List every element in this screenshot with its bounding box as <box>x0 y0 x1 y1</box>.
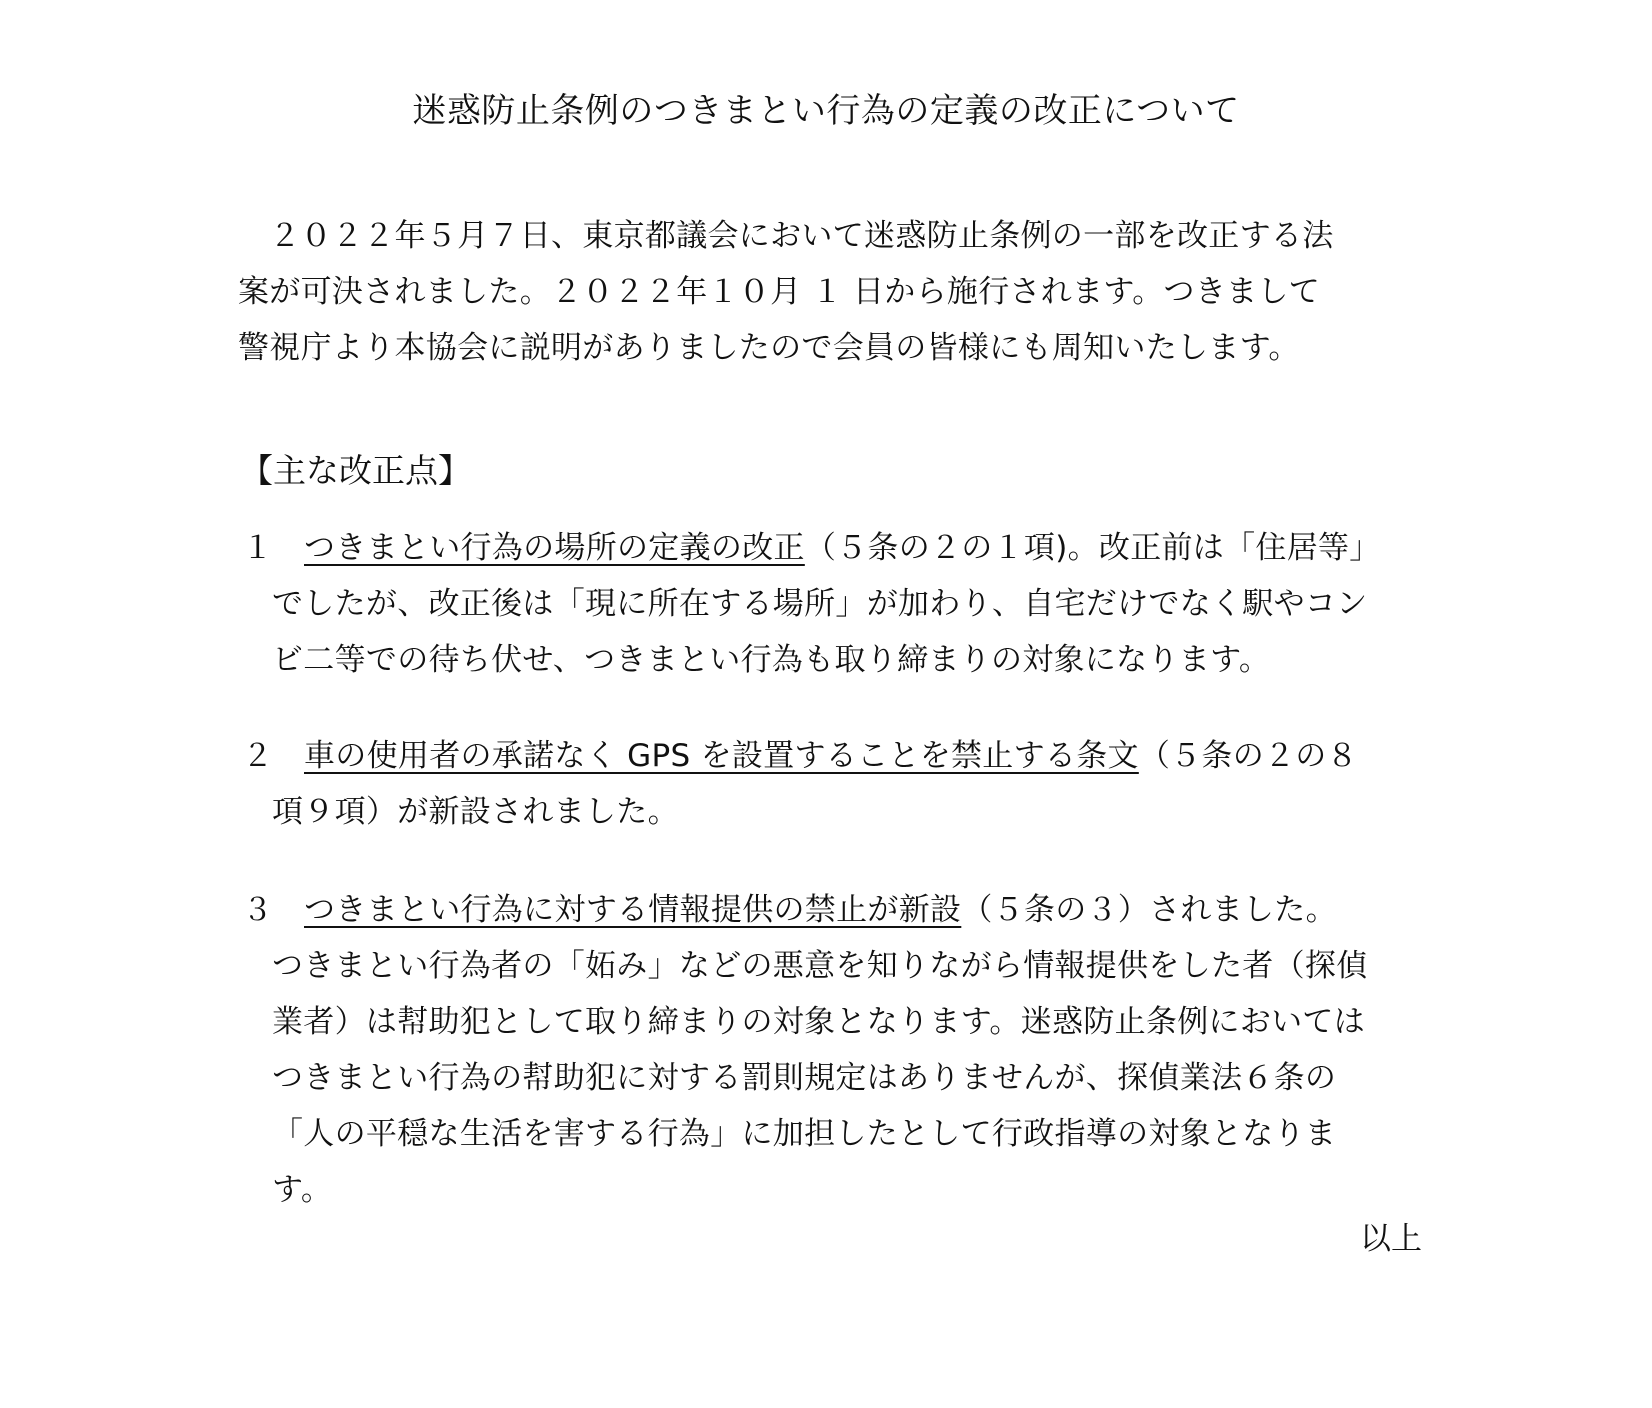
item-line: 項９項）が新設されました。 <box>272 794 679 830</box>
item-underlined-text: 車の使用者の承諾なく GPS を設置することを禁止する条文 <box>304 738 1139 774</box>
item-line: でしたが、改正後は「現に所在する場所」が加わり、自宅だけでなく駅やコン <box>272 586 1368 622</box>
item-line: す。 <box>272 1172 333 1208</box>
item-first-line <box>242 882 1422 938</box>
item-first-line <box>242 728 1422 784</box>
intro-paragraph <box>238 208 1422 376</box>
item-line: ビ二等での待ち伏せ、つきまとい行為も取り締まりの対象になります。 <box>272 642 1271 678</box>
item-number: ２ <box>242 738 274 774</box>
amendment-item-3 <box>242 882 1422 1218</box>
intro-line: ２０２２年５月７日、東京都議会において迷惑防止条例の一部を改正する法 <box>238 218 1334 254</box>
item-underlined-text: つきまとい行為に対する情報提供の禁止が新設 <box>304 892 962 928</box>
section-heading: 【主な改正点】 <box>240 451 471 490</box>
amendment-item-2 <box>242 728 1422 840</box>
item-line: つきまとい行為者の「妬み」などの悪意を知りながら情報提供をした者（探偵 <box>272 948 1368 984</box>
item-rest-text: （５条の２の８ <box>1138 738 1358 774</box>
item-line: つきまとい行為の幇助犯に対する罰則規定はありませんが、探偵業法６条の <box>272 1060 1337 1096</box>
item-number: １ <box>242 530 274 566</box>
item-rest-text: （５条の３）されました。 <box>961 892 1337 928</box>
item-rest-text: （５条の２の１項)。改正前は「住居等」 <box>804 530 1381 566</box>
document-title: 迷惑防止条例のつきまとい行為の定義の改正について <box>412 91 1240 131</box>
intro-line: 警視庁より本協会に説明がありましたので会員の皆様にも周知いたします。 <box>238 330 1300 366</box>
amendment-item-1 <box>242 520 1422 688</box>
item-line: 業者）は幇助犯として取り締まりの対象となります。迷惑防止条例においては <box>272 1004 1366 1040</box>
item-first-line <box>242 520 1422 576</box>
item-line: 「人の平穏な生活を害する行為」に加担したとして行政指導の対象となりま <box>272 1116 1337 1152</box>
intro-line: 案が可決されました。２０２２年１０月 １ 日から施行されます。つきまして <box>238 274 1321 310</box>
item-underlined-text: つきまとい行為の場所の定義の改正 <box>304 530 805 566</box>
closing-mark: 以上 <box>1360 1221 1422 1257</box>
item-number: ３ <box>242 892 274 928</box>
